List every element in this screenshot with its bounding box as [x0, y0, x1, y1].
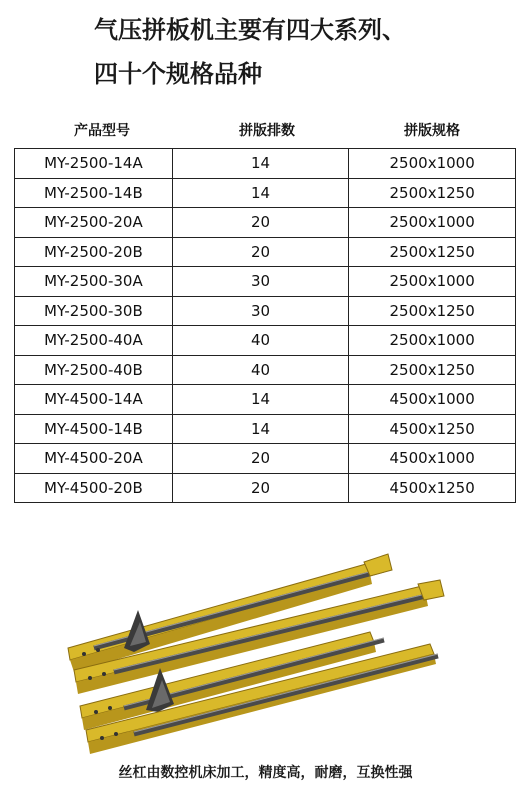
cell-spec: 2500x1000	[349, 208, 516, 238]
cell-rows: 30	[172, 267, 348, 297]
cell-spec: 2500x1000	[349, 149, 516, 179]
cell-model: MY-2500-20A	[15, 208, 173, 238]
table-row	[15, 444, 516, 474]
header-rows: 拼版排数	[239, 123, 295, 139]
cell-spec: 2500x1250	[349, 355, 516, 385]
table-row	[15, 414, 516, 444]
cell-spec: 4500x1000	[349, 385, 516, 415]
spec-table-body	[15, 149, 516, 503]
table-row	[15, 178, 516, 208]
page-title	[94, 8, 514, 96]
cell-spec: 2500x1000	[349, 326, 516, 356]
cell-model: MY-2500-14A	[15, 149, 173, 179]
table-row	[15, 355, 516, 385]
cell-model: MY-4500-20A	[15, 444, 173, 474]
screw-rail-photo	[54, 540, 454, 760]
cell-model: MY-2500-30B	[15, 296, 173, 326]
header-model: 产品型号	[74, 123, 130, 139]
cell-model: MY-2500-40A	[15, 326, 173, 356]
cell-rows: 40	[172, 326, 348, 356]
cell-model: MY-4500-20B	[15, 473, 173, 503]
cell-rows: 20	[172, 473, 348, 503]
cell-spec: 4500x1250	[349, 473, 516, 503]
table-row	[15, 326, 516, 356]
cell-model: MY-2500-40B	[15, 355, 173, 385]
photo-caption: 丝杠由数控机床加工，精度高，耐磨，互换性强	[118, 765, 413, 781]
cell-spec: 2500x1000	[349, 267, 516, 297]
table-row	[15, 237, 516, 267]
title-line-2: 四十个规格品种	[94, 60, 262, 88]
cell-model: MY-4500-14B	[15, 414, 173, 444]
header-spec: 拼版规格	[404, 123, 460, 139]
table-row	[15, 296, 516, 326]
cell-model: MY-2500-14B	[15, 178, 173, 208]
cell-rows: 20	[172, 208, 348, 238]
cell-rows: 14	[172, 178, 348, 208]
table-row	[15, 473, 516, 503]
table-row	[15, 208, 516, 238]
table-row	[15, 267, 516, 297]
cell-rows: 14	[172, 149, 348, 179]
cell-rows: 14	[172, 385, 348, 415]
cell-model: MY-4500-14A	[15, 385, 173, 415]
cell-spec: 4500x1000	[349, 444, 516, 474]
cell-rows: 40	[172, 355, 348, 385]
table-row	[15, 149, 516, 179]
cell-rows: 20	[172, 444, 348, 474]
cell-model: MY-2500-20B	[15, 237, 173, 267]
cell-rows: 30	[172, 296, 348, 326]
table-header	[14, 116, 516, 142]
cell-spec: 2500x1250	[349, 296, 516, 326]
cell-rows: 14	[172, 414, 348, 444]
title-line-1: 气压拼板机主要有四大系列、	[94, 16, 406, 44]
cell-spec: 2500x1250	[349, 237, 516, 267]
table-row	[15, 385, 516, 415]
spec-table	[14, 148, 516, 503]
cell-model: MY-2500-30A	[15, 267, 173, 297]
cell-spec: 4500x1250	[349, 414, 516, 444]
cell-rows: 20	[172, 237, 348, 267]
cell-spec: 2500x1250	[349, 178, 516, 208]
